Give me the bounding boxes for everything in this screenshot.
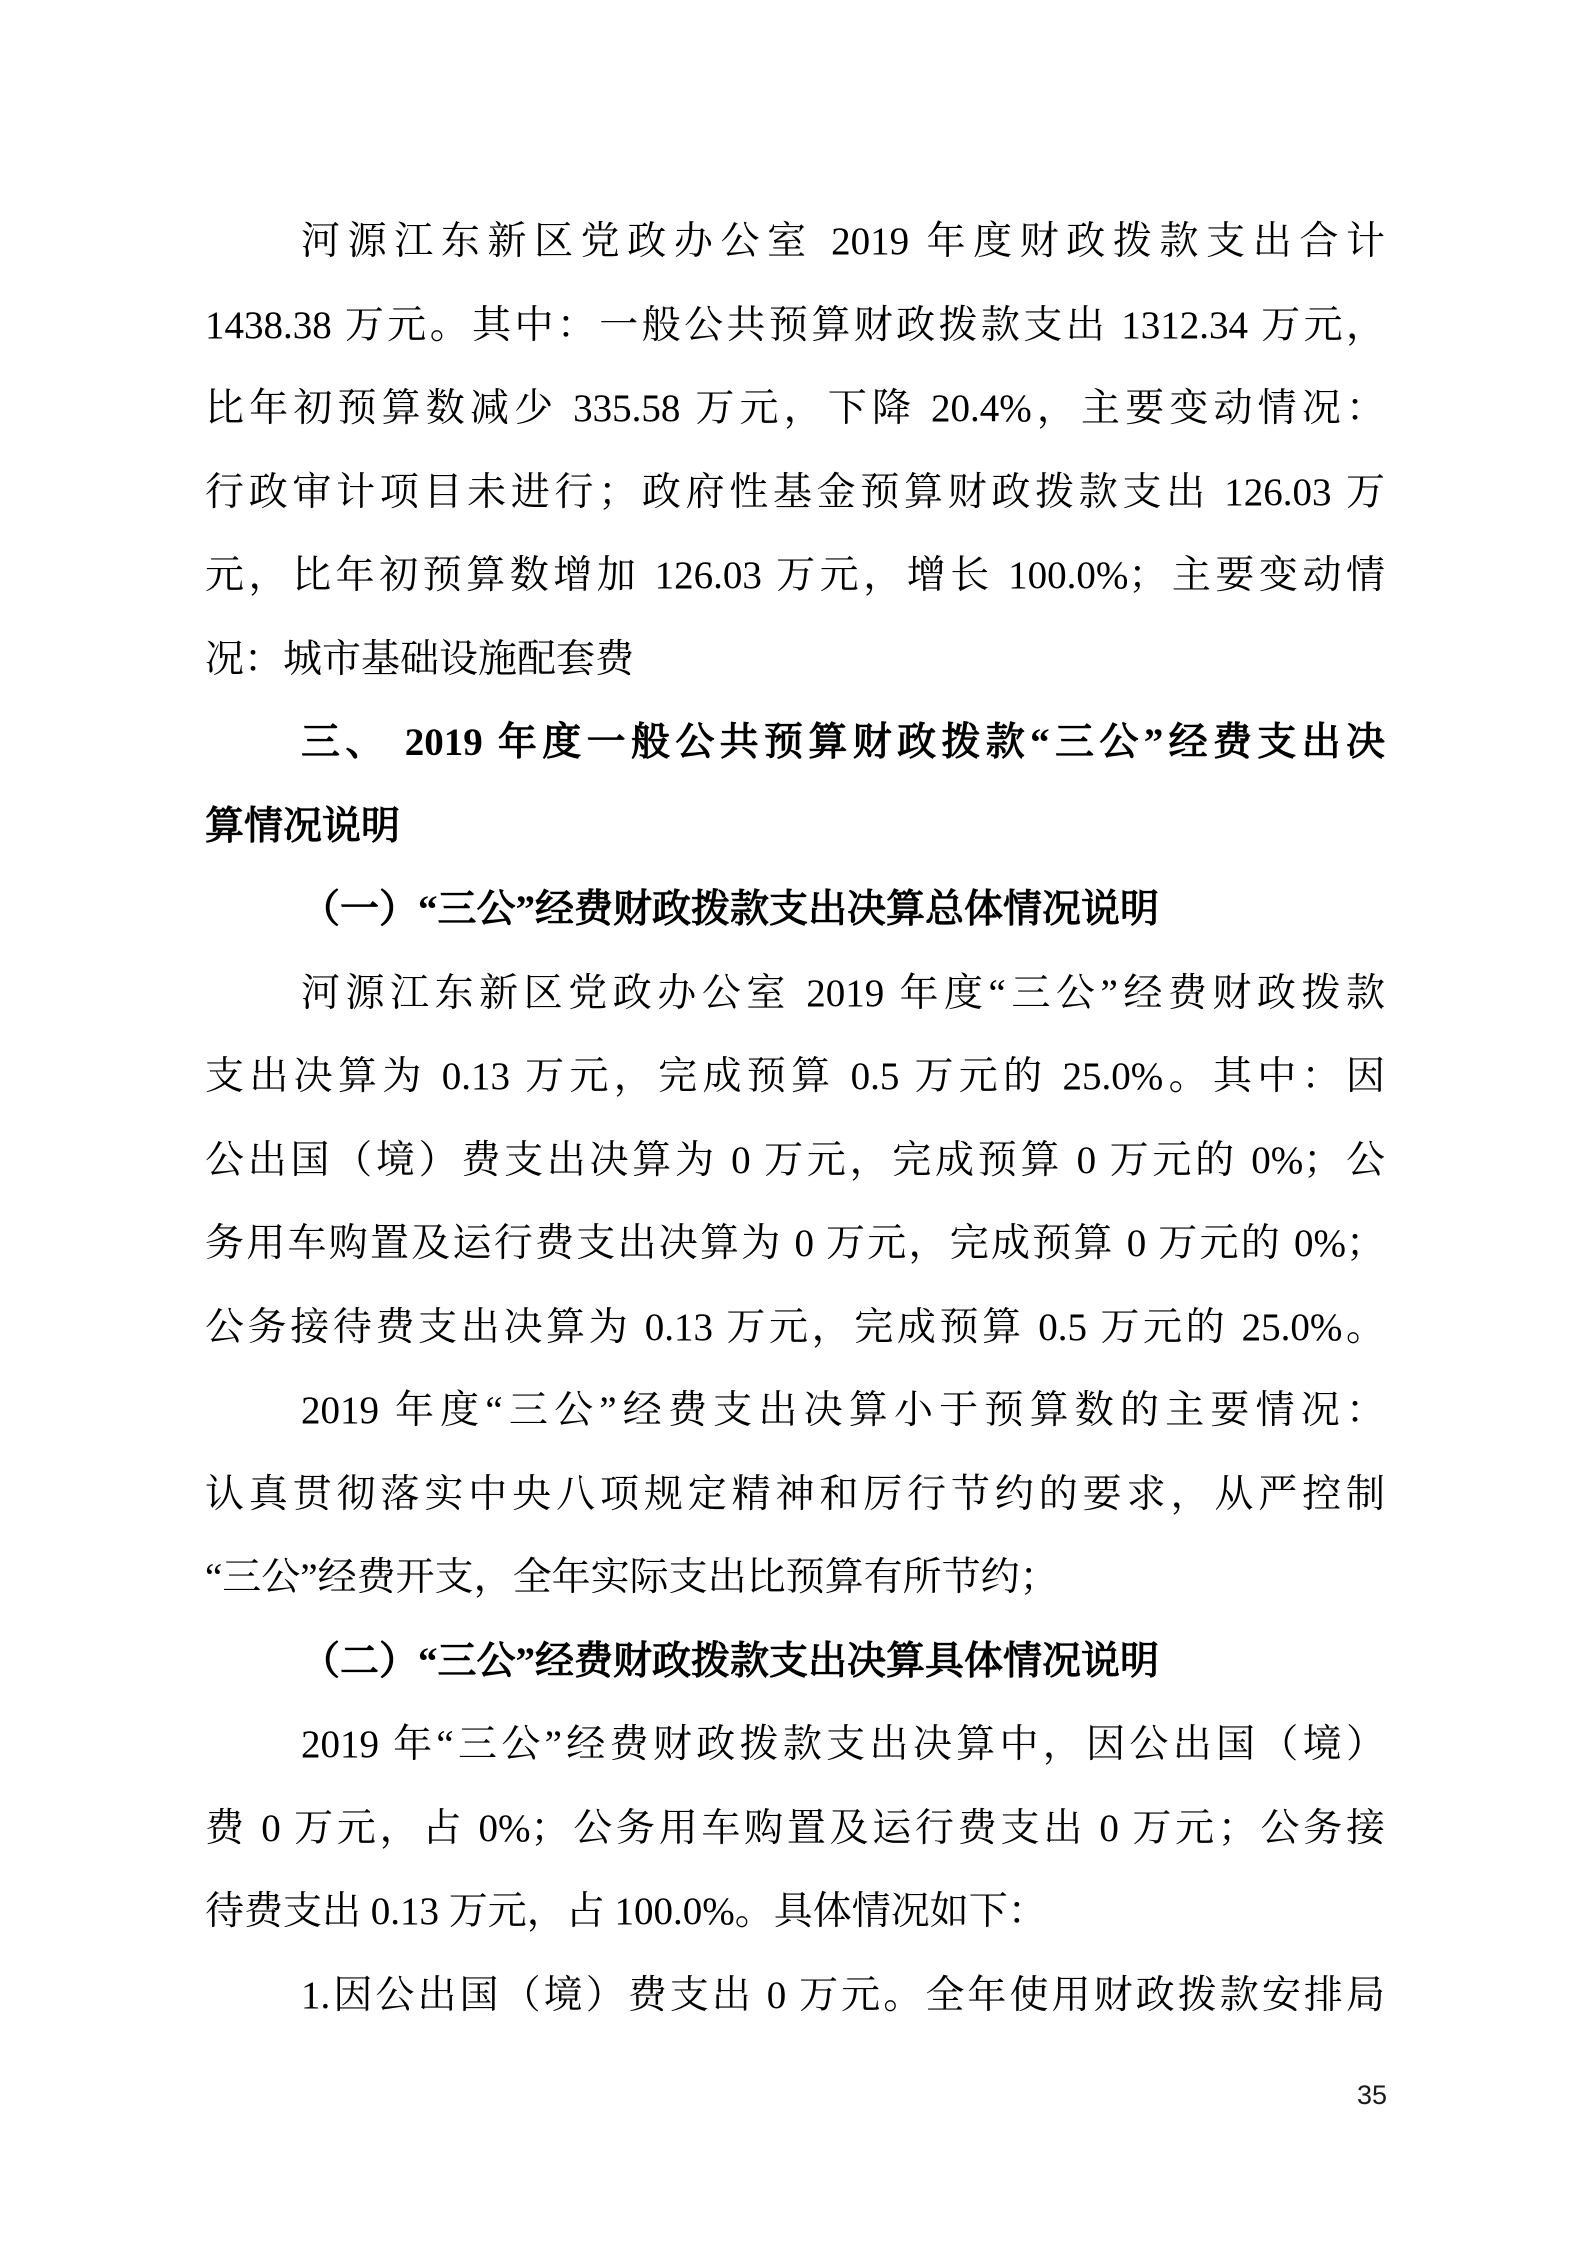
text-line: 认真贯彻落实中央八项规定精神和厉行节约的要求，从严控制 [205,1472,1385,1516]
text-line: 支出决算为 0.13 万元，完成预算 0.5 万元的 25.0%。其中：因 [205,1055,1385,1098]
section-heading: 三、 2019 年度一般公共预算财政拨款“三公”经费支出决 [301,721,1385,764]
text-line: 费 0 万元，占 0%；公务用车购置及运行费支出 0 万元；公务接 [205,1806,1385,1850]
page-number: 35 [1357,2080,1388,2110]
text-line: “三公”经费开支，全年实际支出比预算有所节约； [205,1556,1059,1599]
text-line: 2019 年“三公”经费财政拨款支出决算中，因公出国（境） [301,1723,1385,1766]
text-line: 2019 年度“三公”经费支出决算小于预算数的主要情况： [301,1389,1385,1432]
text-line: 1.因公出国（境）费支出 0 万元。全年使用财政拨款安排局 [301,1973,1385,2017]
text-line: 待费支出 0.13 万元，占 100.0%。具体情况如下： [205,1890,1047,1933]
text-line: 务用车购置及运行费支出决算为 0 万元，完成预算 0 万元的 0%； [205,1222,1385,1265]
text-line: 元，比年初预算数增加 126.03 万元，增长 100.0%；主要变动情 [205,554,1385,597]
text-line: 公务接待费支出决算为 0.13 万元，完成预算 0.5 万元的 25.0%。 [205,1305,1385,1349]
text-line: 比年初预算数减少 335.58 万元，下降 20.4%，主要变动情况： [205,387,1385,430]
section-heading: 算情况说明 [205,804,401,848]
text-line: 行政审计项目未进行；政府性基金预算财政拨款支出 126.03 万 [205,470,1385,514]
body-text [205,200,1385,2037]
subsection-heading: （一）“三公”经费财政拨款支出决算总体情况说明 [301,888,1160,931]
subsection-heading: （二）“三公”经费财政拨款支出决算具体情况说明 [301,1639,1160,1683]
text-line: 况：城市基础设施配套费 [205,637,635,681]
text-line: 河源江东新区党政办公室 2019 年度“三公”经费财政拨款 [301,971,1385,1015]
text-line: 河源江东新区党政办公室 2019 年度财政拨款支出合计 [301,220,1385,263]
text-line: 公出国（境）费支出决算为 0 万元，完成预算 0 万元的 0%；公 [205,1138,1385,1182]
text-line: 1438.38 万元。其中：一般公共预算财政拨款支出 1312.34 万元， [205,303,1385,347]
